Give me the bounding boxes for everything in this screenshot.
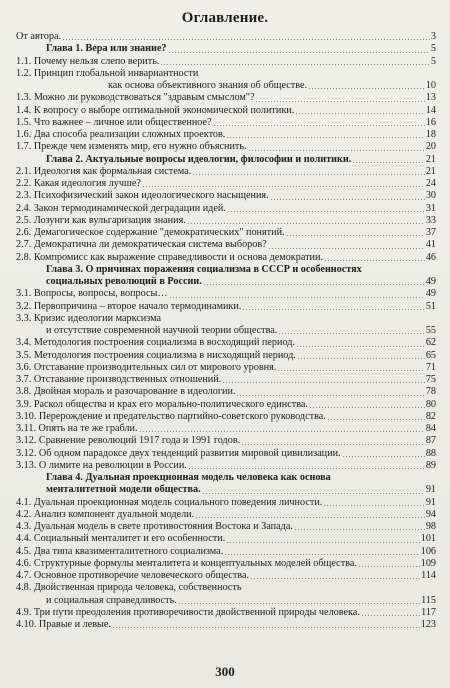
- leader-dots: [352, 162, 424, 163]
- leader-dots: [324, 260, 425, 261]
- toc-page-number: 3: [430, 31, 436, 42]
- toc-entry: [16, 252, 436, 264]
- leader-dots: [327, 419, 425, 420]
- toc-page-number: 117: [421, 606, 436, 618]
- table-of-contents: [16, 31, 436, 631]
- toc-entry-text: 4.2. Анализ компонент дуальной модели.: [16, 508, 195, 520]
- leader-dots: [236, 395, 424, 396]
- leader-dots: [297, 358, 425, 359]
- toc-entry: [16, 595, 436, 607]
- page-title: Оглавление.: [181, 10, 269, 26]
- toc-entry: [16, 337, 436, 349]
- toc-chapter-heading: [16, 154, 436, 166]
- toc-entry-text: 3.5. Методология построения социализма в нисходящий период.: [16, 349, 296, 361]
- leader-dots: [296, 346, 425, 347]
- toc-entry-text: 3.4. Методология построения социализма в восходящий период.: [16, 337, 295, 349]
- toc-entry: [16, 570, 436, 582]
- toc-page-number: 33: [425, 214, 436, 226]
- toc-page-number: 88: [425, 447, 436, 459]
- toc-page-number: 98: [425, 521, 436, 532]
- toc-entry: [16, 239, 436, 251]
- toc-page-number: 31: [425, 202, 436, 214]
- toc-entry-text: 1.7. Прежде чем изменять мир, его нужно объяснить.: [16, 141, 247, 153]
- toc-page-number: 41: [425, 239, 436, 251]
- toc-page-number: 71: [425, 361, 436, 373]
- leader-dots: [278, 333, 424, 334]
- toc-page-number: 10: [425, 80, 436, 91]
- toc-page-number: 5: [430, 55, 436, 67]
- leader-dots: [323, 505, 424, 506]
- toc-page-number: 123: [420, 619, 436, 630]
- toc-entry: [16, 215, 436, 227]
- toc-chapter-heading: [16, 43, 436, 55]
- toc-page-number: 101: [420, 533, 436, 545]
- toc-entry-text: как основа объективного знания об обществе.: [108, 80, 308, 91]
- leader-dots: [248, 150, 425, 151]
- leader-dots: [168, 52, 430, 53]
- toc-entry: [16, 80, 436, 92]
- toc-page-number: 82: [425, 410, 436, 422]
- toc-entry-text: 4.4. Социальный менталитет и его особенности.: [16, 533, 226, 545]
- toc-entry-text: 4.9. Три пути преодоления противоречивости двойственной природы человека.: [16, 606, 360, 618]
- toc-page-number: 21: [425, 153, 436, 165]
- leader-dots: [226, 542, 420, 543]
- toc-entry-text: 3.8. Двойная мораль и разочарование в идеологии.: [16, 386, 236, 398]
- toc-entry: [16, 92, 436, 104]
- toc-entry-text: 1.4. К вопросу о выборе оптимальной экономической политики.: [16, 104, 295, 116]
- toc-page-number: 94: [425, 508, 436, 520]
- toc-entry-text: 4.6. Структурные формулы менталитета и концептуальных моделей общества.: [16, 557, 357, 569]
- leader-dots: [139, 431, 425, 432]
- toc-entry: [16, 558, 436, 570]
- toc-page-number: 51: [425, 300, 436, 312]
- toc-entry-text: 4.5. Два типа квазименталитетного социализма.: [16, 545, 224, 557]
- leader-dots: [169, 297, 425, 298]
- toc-entry: [16, 141, 436, 153]
- leader-dots: [112, 627, 420, 628]
- toc-entry: [16, 435, 436, 447]
- leader-dots: [308, 88, 425, 89]
- toc-entry-text: 3.6. Отставание производительных сил от мирового уровня.: [16, 361, 277, 373]
- toc-entry: [16, 497, 436, 509]
- toc-page-number: 75: [425, 374, 436, 385]
- toc-entry-text: 3.2. Первопричина – второе начало термодинамики.: [16, 300, 242, 312]
- leader-dots: [202, 493, 425, 494]
- toc-entry-first-line: 1.2. Принцип глобальной инвариантности: [16, 67, 199, 79]
- toc-page-number: 87: [425, 435, 436, 447]
- toc-chapter-heading: [16, 276, 436, 288]
- leader-dots: [358, 566, 420, 567]
- toc-entry: [16, 31, 436, 43]
- leader-dots: [255, 101, 424, 102]
- toc-entry: [16, 117, 436, 129]
- leader-dots: [203, 284, 425, 285]
- toc-entry-first-line: 4.8. Двойственная природа человека, собственность: [16, 582, 242, 594]
- leader-dots: [241, 444, 425, 445]
- leader-dots: [361, 615, 420, 616]
- leader-dots: [178, 603, 420, 604]
- toc-entry-text: 3.10. Перерождение и предательство партийно-советского руководства.: [16, 410, 326, 422]
- toc-entry: [16, 203, 436, 215]
- toc-page-number: 30: [425, 190, 436, 202]
- toc-entry: [16, 546, 436, 558]
- toc-entry: [16, 227, 436, 239]
- leader-dots: [213, 125, 425, 126]
- leader-dots: [62, 39, 430, 40]
- leader-dots: [142, 186, 425, 187]
- toc-page-number: 78: [425, 386, 436, 398]
- toc-page-number: 91: [425, 484, 436, 496]
- toc-entry-text: 3.12. Сравнение революций 1917 года и 1991 годов.: [16, 435, 241, 447]
- leader-dots: [250, 578, 420, 579]
- toc-entry-text: 2.4. Закон термодинамической деградации идей.: [16, 202, 226, 214]
- toc-entry: [16, 288, 436, 300]
- toc-entry-text: 1.3. Можно ли руководствоваться "здравым смыслом"?: [16, 92, 255, 104]
- toc-page-number: 62: [425, 337, 436, 349]
- toc-entry-text: 2.7. Демократична ли демократическая система выборов?: [16, 239, 267, 251]
- toc-entry: [16, 521, 436, 533]
- leader-dots: [242, 309, 424, 310]
- toc-entry-text: и социальная справедливость.: [46, 594, 177, 606]
- toc-page-number: 106: [420, 545, 436, 557]
- toc-entry-text: Глава 2. Актуальные вопросы идеологии, философии и политики.: [46, 153, 352, 165]
- toc-entry-text: 3.11. Опять на те же грабли.: [16, 423, 138, 434]
- toc-page-number: 46: [425, 251, 436, 263]
- leader-dots: [195, 517, 425, 518]
- toc-entry-text: 3.12. Об одном парадоксе двух тенденций развития мировой цивилизации.: [16, 447, 341, 459]
- toc-page-number: 21: [425, 165, 436, 177]
- toc-page-number: 14: [425, 104, 436, 116]
- toc-chapter-heading-first-line: Глава 4. Дуальная проекционная модель человека как основа: [46, 472, 331, 483]
- toc-chapter-heading: [16, 484, 436, 496]
- toc-entry-text: 4.10. Правые и левые.: [16, 619, 111, 630]
- toc-entry: [16, 178, 436, 190]
- toc-entry-text: 2.5. Лозунги как вульгаризация знания.: [16, 214, 186, 226]
- toc-entry-text: 3.7. Отставание производственных отношений.: [16, 374, 222, 385]
- leader-dots: [192, 174, 425, 175]
- toc-entry-text: менталитетной модели общества.: [46, 484, 201, 496]
- leader-dots: [224, 554, 419, 555]
- toc-entry-text: социальных революций в России.: [46, 276, 202, 287]
- toc-entry: [16, 325, 436, 337]
- toc-page-number: 114: [421, 570, 436, 581]
- toc-entry: [16, 350, 436, 362]
- toc-entry: [16, 129, 436, 141]
- toc-entry: [16, 509, 436, 521]
- leader-dots: [294, 529, 425, 530]
- leader-dots: [286, 235, 425, 236]
- toc-entry: [16, 411, 436, 423]
- toc-entry-text: 2.6. Демагогическое содержание "демократических" понятий.: [16, 227, 285, 238]
- leader-dots: [160, 64, 430, 65]
- toc-entry-text: 4.3. Дуальная модель в свете противостояния Востока и Запада.: [16, 521, 293, 532]
- leader-dots: [342, 456, 425, 457]
- toc-entry: [16, 607, 436, 619]
- leader-dots: [222, 382, 425, 383]
- toc-entry-text: 4.1. Дуальная проекционная модель социального поведения личности.: [16, 496, 323, 508]
- toc-page-number: 37: [425, 227, 436, 238]
- toc-page-number: 55: [425, 325, 436, 336]
- toc-entry-text: 2.3. Психофизический закон идеологического насыщения.: [16, 190, 269, 202]
- toc-entry: [16, 166, 436, 178]
- toc-entry: [16, 448, 436, 460]
- toc-entry: [16, 56, 436, 68]
- page-number-footer: 300: [215, 664, 235, 679]
- toc-entry-text: 4.7. Основное противоречие человеческого общества.: [16, 570, 250, 581]
- toc-entry: [16, 533, 436, 545]
- leader-dots: [188, 468, 425, 469]
- toc-entry: [16, 399, 436, 411]
- toc-entry-text: 2.2. Какая идеология лучше?: [16, 178, 141, 189]
- toc-page-number: 24: [425, 178, 436, 189]
- toc-entry: [16, 190, 436, 202]
- leader-dots: [226, 137, 424, 138]
- leader-dots: [277, 370, 425, 371]
- leader-dots: [270, 199, 425, 200]
- toc-page-number: 18: [425, 129, 436, 140]
- toc-entry: [16, 386, 436, 398]
- toc-page-number: 65: [425, 349, 436, 361]
- leader-dots: [227, 211, 425, 212]
- toc-page-number: 91: [425, 496, 436, 508]
- toc-entry-text: 2.8. Компромисс как выражение справедливости и основа демократии.: [16, 251, 323, 263]
- toc-entry-text: 2.1. Идеология как формальная система.: [16, 165, 192, 177]
- toc-page-number: 80: [425, 398, 436, 410]
- leader-dots: [295, 113, 425, 114]
- toc-entry: [16, 105, 436, 117]
- toc-page-number: 109: [420, 557, 436, 569]
- toc-entry: [16, 423, 436, 435]
- toc-page-number: 16: [425, 116, 436, 128]
- toc-entry: [16, 619, 436, 631]
- toc-chapter-heading-first-line: Глава 3. О причинах поражения социализма в СССР и особенностях: [46, 263, 362, 275]
- toc-entry-text: Глава 1. Вера или знание?: [46, 43, 167, 55]
- toc-entry-text: 1.6. Два способа реализации сложных проектов.: [16, 129, 226, 140]
- leader-dots: [187, 223, 425, 224]
- toc-entry-text: 1.5. Что важнее – личное или общественное?: [16, 116, 212, 128]
- toc-page-number: 115: [421, 594, 436, 606]
- toc-page-number: 84: [425, 423, 436, 434]
- toc-entry-text: и отсутствие современной научной теории общества.: [46, 325, 278, 336]
- toc-entry-text: 3.9. Раскол общества и крах его морально-политического единства.: [16, 398, 308, 410]
- toc-entry: [16, 374, 436, 386]
- toc-page-number: 49: [425, 276, 436, 287]
- toc-entry-text: 1.1. Почему нельзя слепо верить.: [16, 55, 160, 67]
- toc-entry-text: 3.1. Вопросы, вопросы, вопросы…: [16, 288, 168, 300]
- toc-page-number: 13: [425, 92, 436, 104]
- toc-entry-first-line: 3.3. Кризис идеологии марксизма: [16, 312, 162, 324]
- toc-entry: [16, 460, 436, 472]
- leader-dots: [268, 248, 425, 249]
- toc-page-number: 20: [425, 141, 436, 153]
- toc-page-number: 89: [425, 459, 436, 471]
- toc-page-number: 5: [430, 43, 436, 55]
- toc-entry-text: От автора.: [16, 31, 62, 42]
- toc-entry: [16, 301, 436, 313]
- toc-entry-text: 3.13. О лимите на революции в России.: [16, 459, 187, 471]
- toc-entry: [16, 362, 436, 374]
- toc-page-number: 49: [425, 288, 436, 300]
- leader-dots: [309, 407, 425, 408]
